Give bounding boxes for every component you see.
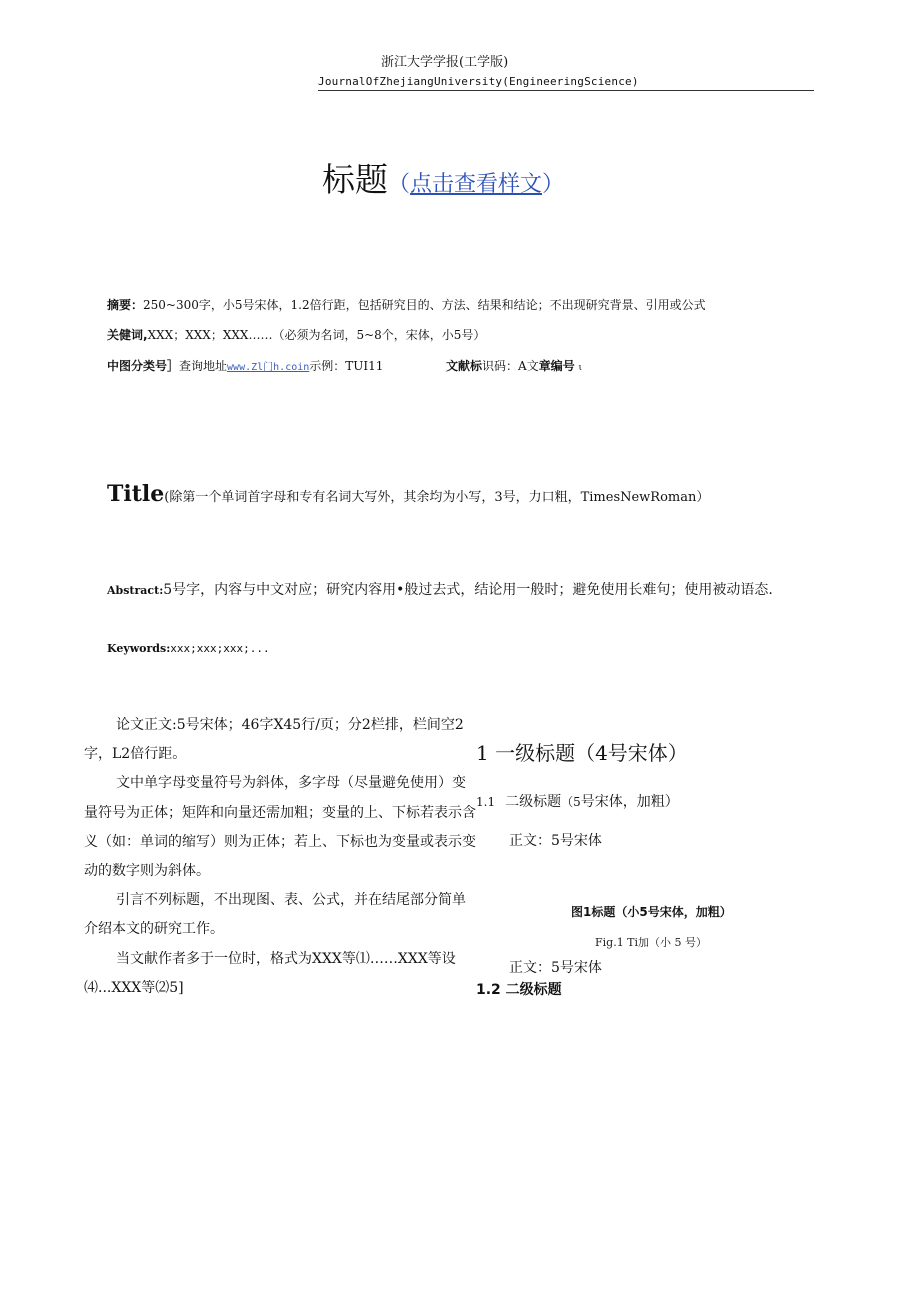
sample-link[interactable] — [388, 172, 564, 197]
keywords-en-text: xxx;xxx;xxx;... — [170, 642, 270, 655]
article-no-prefix: 文 — [526, 359, 539, 373]
paper-title-text: 标题 — [322, 160, 388, 199]
abstract-cn-label: 摘要： — [107, 298, 144, 312]
clc-label: 中图分类号］ — [107, 359, 180, 373]
level2-heading-cut: 1.2 二级标题 — [476, 982, 562, 998]
journal-name-en: JournalOfZhejiangUniversity(EngineeringScience) — [318, 75, 639, 88]
keywords-en — [107, 642, 270, 655]
level1-heading: 1 一级标题（4号宋体） — [476, 741, 688, 765]
article-no-label: 章编号 — [538, 359, 575, 373]
abstract-en-label: Abstract: — [107, 584, 164, 597]
figure-caption-cn: 图1标题（小5号宋体，加粗） — [571, 905, 732, 919]
body-paragraph: 引言不列标题，不出现图、表、公式，并在结尾部分简单介绍本文的研究工作。 — [84, 892, 466, 938]
clc-text-after: 示例：TUI11 — [309, 359, 384, 373]
body-left-column — [84, 711, 476, 1003]
body-paragraph: 论文正文:5号宋体；46字X45行/页；分2栏排，栏间空2字，L2倍行距。 — [84, 717, 464, 763]
keywords-cn-text: XXX；XXX；XXX……（必须为名词，5~8个，宋体，小5号） — [147, 328, 486, 342]
doc-code-line — [446, 357, 582, 374]
english-title-word: Title — [107, 481, 165, 507]
sample-link-close: ） — [542, 172, 565, 197]
clc-line — [107, 357, 383, 374]
clc-query-link[interactable]: www.Zl门h.coin — [227, 362, 310, 373]
keywords-en-label: Keywords: — [107, 642, 171, 655]
doc-code-text: 识码：A — [482, 359, 527, 373]
header-rule — [318, 90, 814, 91]
body-paragraph: 当文献作者多于一位时，格式为XXX等⑴……XXX等设⑷...XXX等⑵5] — [84, 950, 456, 996]
keywords-cn-label: 关健词, — [107, 328, 148, 342]
figure-caption-en: Fig.1 Ti加（小 5 号） — [595, 936, 708, 949]
level2-heading-text: 二级标题 — [505, 794, 562, 810]
level2-heading-note: （5 — [561, 795, 581, 809]
article-no-tail: ι — [578, 363, 583, 373]
journal-name-cn: 浙江大学学报(工学版) — [381, 55, 509, 70]
body-text-right: 正文：5号宋体 — [509, 833, 602, 849]
paper-title — [322, 154, 564, 201]
level2-heading-number: 1.1 — [476, 795, 496, 809]
doc-code-label: 文献标 — [446, 359, 483, 373]
keywords-cn — [107, 326, 485, 343]
abstract-cn-text: 250~300字，小5号宋体，1.2倍行距，包括研究目的、方法、结果和结论；不出现研究背景、引用或公式 — [143, 298, 706, 312]
abstract-en — [107, 576, 817, 605]
sample-link-text: 点击查看样文 — [410, 172, 543, 197]
english-title — [107, 481, 709, 507]
abstract-en-text: 5号字，内容与中文对应；研究内容用•般过去式，结论用一般时；避免使用长难句；使用被动语态. — [163, 582, 773, 598]
level2-heading-note-rest: 号宋体，加粗） — [580, 794, 679, 810]
english-title-note: (除第一个单词首字母和专有名词大写外，其余均为小写，3号，力口粗，TimesNewRoman） — [164, 490, 710, 505]
body-text-right-2: 正文：5号宋体 — [509, 960, 602, 976]
body-paragraph: 文中单字母变量符号为斜体，多字母（尽量避免使用）变量符号为正体；矩阵和向量还需加粗；变量的上、下标若表示含义（如：单词的缩写）则为正体；若上、下标也为变量或表示变动的数字则为斜体。 — [84, 775, 476, 880]
abstract-cn — [107, 296, 706, 313]
sample-link-open: （ — [388, 172, 411, 197]
clc-text-before: 查询地址 — [179, 359, 228, 373]
level2-heading — [476, 791, 679, 811]
